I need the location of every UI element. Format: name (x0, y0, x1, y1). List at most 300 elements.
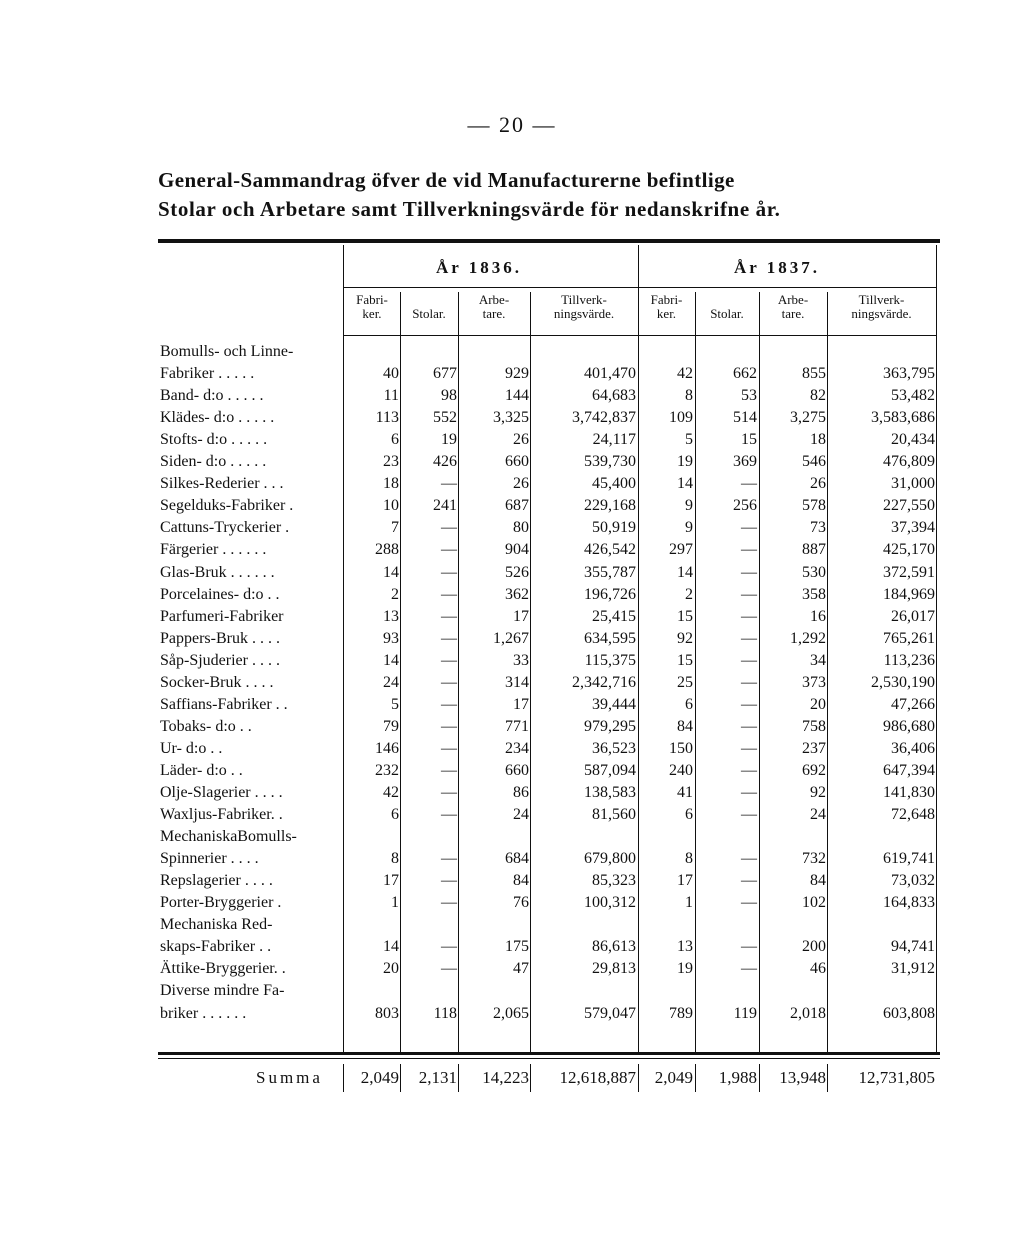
cell-tillverk-1837: 47,266 (891, 695, 935, 713)
cell-fabriker-1836: 113 (375, 409, 399, 427)
cell-stolar-1837: — (741, 938, 757, 956)
cell-tillverk-1837: 372,591 (883, 563, 935, 581)
cell-arbetare-1836: 26 (513, 475, 529, 493)
cell-arbetare-1836: 17 (513, 607, 529, 625)
cell-arbetare-1837: 732 (802, 850, 826, 868)
header-underline (343, 335, 937, 336)
cell-tillverk-1836: 229,168 (584, 497, 636, 515)
cell-arbetare-1836: 314 (505, 673, 529, 691)
cell-tillverk-1836: 85,323 (592, 872, 636, 890)
cell-fabriker-1837: 42 (677, 365, 693, 383)
cell-tillverk-1837: 37,394 (891, 519, 935, 537)
cell-arbetare-1836: 771 (505, 717, 529, 735)
header-tillverk-1836: Tillverk- ningsvärde. (553, 292, 615, 321)
row-label: Stofts- d:o . . . . . (160, 431, 268, 449)
table-row (0, 694, 1024, 716)
cell-arbetare-1837: 73 (810, 519, 826, 537)
cell-tillverk-1837: 476,809 (883, 453, 935, 471)
row-label: Mechaniska Red- (160, 916, 273, 934)
cell-arbetare-1836: 526 (505, 563, 529, 581)
cell-fabriker-1836: 2 (391, 585, 399, 603)
table-row (0, 495, 1024, 517)
cell-fabriker-1837: 5 (685, 431, 693, 449)
cell-fabriker-1836: 1 (391, 894, 399, 912)
cell-fabriker-1837: 297 (669, 541, 693, 559)
cell-stolar-1836: 19 (441, 431, 457, 449)
table-row (0, 341, 1024, 363)
table-row (0, 584, 1024, 606)
year-1836-header: År 1836. (436, 258, 523, 277)
cell-arbetare-1837: 46 (810, 960, 826, 978)
cell-stolar-1836: — (441, 563, 457, 581)
table-row (0, 760, 1024, 782)
cell-fabriker-1836: 24 (383, 673, 399, 691)
cell-stolar-1836: 98 (441, 387, 457, 405)
cell-stolar-1836: — (441, 475, 457, 493)
cell-arbetare-1836: 47 (513, 960, 529, 978)
cell-stolar-1837: — (741, 739, 757, 757)
row-label: Läder- d:o . . (160, 761, 243, 779)
cell-arbetare-1836: 1,267 (493, 629, 529, 647)
table-row (0, 980, 1024, 1002)
cell-tillverk-1837: 72,648 (891, 806, 935, 824)
cell-tillverk-1836: 100,312 (584, 894, 636, 912)
cell-arbetare-1837: 546 (802, 453, 826, 471)
row-label: Klädes- d:o . . . . . (160, 409, 275, 427)
cell-fabriker-1836: 93 (383, 629, 399, 647)
table-row (0, 672, 1024, 694)
summa-arbetare-1836: 14,223 (482, 1068, 529, 1087)
cell-stolar-1837: — (741, 629, 757, 647)
row-label: Diverse mindre Fa- (160, 982, 285, 1000)
cell-stolar-1836: — (441, 784, 457, 801)
cell-tillverk-1837: 20,434 (891, 431, 935, 449)
cell-fabriker-1837: 789 (669, 1004, 693, 1022)
cell-tillverk-1836: 86,613 (592, 938, 636, 956)
cell-arbetare-1837: 102 (802, 894, 826, 912)
cell-stolar-1836: — (441, 806, 457, 824)
cell-tillverk-1836: 24,117 (592, 431, 636, 449)
cell-tillverk-1836: 2,342,716 (572, 673, 636, 691)
table-row (0, 429, 1024, 451)
header-arbetare-1836: Arbe- tare. (478, 292, 510, 321)
cell-arbetare-1836: 17 (513, 695, 529, 713)
cell-tillverk-1837: 227,550 (883, 497, 935, 515)
cell-arbetare-1837: 237 (802, 739, 826, 757)
cell-arbetare-1836: 234 (505, 739, 529, 757)
cell-tillverk-1837: 31,000 (891, 475, 935, 493)
summa-fabriker-1836: 2,049 (360, 1068, 399, 1087)
cell-fabriker-1836: 40 (383, 365, 399, 383)
cell-fabriker-1837: 1 (685, 894, 693, 912)
cell-tillverk-1836: 579,047 (584, 1004, 636, 1022)
cell-arbetare-1836: 76 (513, 894, 529, 912)
cell-arbetare-1836: 144 (505, 387, 529, 405)
cell-stolar-1836: — (441, 960, 457, 978)
cell-tillverk-1836: 81,560 (592, 806, 636, 824)
summa-fabriker-1837: 2,049 (654, 1068, 693, 1087)
cell-arbetare-1837: 84 (810, 872, 826, 890)
cell-tillverk-1837: 113,236 (883, 651, 935, 669)
cell-tillverk-1837: 765,261 (883, 629, 935, 647)
cell-stolar-1837: — (741, 695, 757, 713)
bottom-rule-thin (158, 1058, 940, 1059)
cell-fabriker-1837: 109 (669, 409, 693, 427)
summa-tillverk-1837: 12,731,805 (858, 1068, 935, 1087)
cell-fabriker-1836: 6 (391, 431, 399, 449)
cell-tillverk-1837: 425,170 (883, 541, 935, 559)
cell-stolar-1837: — (741, 717, 757, 735)
cell-tillverk-1836: 115,375 (584, 651, 636, 669)
cell-arbetare-1837: 358 (802, 585, 826, 603)
cell-stolar-1837: 15 (741, 431, 757, 449)
table-row (0, 451, 1024, 473)
cell-arbetare-1837: 92 (810, 784, 826, 801)
summa-row (0, 1066, 1024, 1090)
cell-fabriker-1837: 6 (685, 806, 693, 824)
page-title-line-2: Stolar och Arbetare samt Tillverkningsvärde för nedanskrifne år. (158, 197, 781, 221)
cell-arbetare-1836: 904 (505, 541, 529, 559)
cell-fabriker-1837: 240 (669, 761, 693, 779)
cell-tillverk-1837: 647,394 (883, 761, 935, 779)
table-row (0, 473, 1024, 495)
cell-fabriker-1837: 8 (685, 387, 693, 405)
cell-arbetare-1837: 16 (810, 607, 826, 625)
cell-stolar-1836: — (441, 761, 457, 779)
cell-stolar-1837: — (741, 607, 757, 625)
cell-stolar-1837: 53 (741, 387, 757, 405)
cell-arbetare-1836: 684 (505, 850, 529, 868)
cell-tillverk-1837: 31,912 (891, 960, 935, 978)
row-label: Siden- d:o . . . . . (160, 453, 267, 471)
cell-fabriker-1836: 79 (383, 717, 399, 735)
cell-stolar-1836: — (441, 607, 457, 625)
cell-fabriker-1837: 15 (677, 607, 693, 625)
row-label: Silkes-Rederier . . . (160, 475, 284, 493)
cell-arbetare-1837: 373 (802, 673, 826, 691)
row-label: Segelduks-Fabriker . (160, 497, 294, 515)
summa-stolar-1837: 1,988 (718, 1068, 757, 1087)
cell-stolar-1837: — (741, 761, 757, 779)
cell-arbetare-1836: 3,325 (493, 409, 529, 427)
cell-arbetare-1837: 692 (802, 761, 826, 779)
row-label: Parfumeri-Fabriker (160, 607, 284, 625)
cell-stolar-1837: — (741, 519, 757, 537)
table-row (0, 1003, 1024, 1025)
cell-arbetare-1837: 18 (810, 431, 826, 449)
cell-stolar-1836: — (441, 541, 457, 559)
cell-stolar-1836: — (441, 850, 457, 868)
cell-tillverk-1836: 138,583 (584, 784, 636, 801)
cell-fabriker-1836: 10 (383, 497, 399, 515)
cell-arbetare-1837: 26 (810, 475, 826, 493)
cell-stolar-1837: — (741, 563, 757, 581)
table-row (0, 804, 1024, 826)
cell-fabriker-1837: 84 (677, 717, 693, 735)
table-row (0, 650, 1024, 672)
table-row (0, 914, 1024, 936)
row-label: Waxljus-Fabriker. . (160, 806, 283, 824)
cell-stolar-1836: 552 (433, 409, 457, 427)
cell-arbetare-1836: 84 (513, 872, 529, 890)
table-row (0, 936, 1024, 958)
cell-fabriker-1836: 288 (375, 541, 399, 559)
cell-fabriker-1836: 146 (375, 739, 399, 757)
cell-stolar-1836: 118 (433, 1004, 457, 1022)
row-label: Ur- d:o . . (160, 739, 223, 757)
summa-arbetare-1837: 13,948 (779, 1068, 826, 1087)
cell-tillverk-1836: 634,595 (584, 629, 636, 647)
cell-tillverk-1836: 39,444 (592, 695, 636, 713)
cell-stolar-1837: — (741, 960, 757, 978)
row-label: Band- d:o . . . . . (160, 387, 264, 405)
cell-fabriker-1837: 41 (677, 784, 693, 801)
row-label: briker . . . . . . (160, 1004, 247, 1022)
row-label: Saffians-Fabriker . . (160, 695, 288, 713)
row-label: skaps-Fabriker . . (160, 938, 272, 956)
cell-arbetare-1836: 86 (513, 784, 529, 801)
cell-fabriker-1837: 92 (677, 629, 693, 647)
cell-fabriker-1837: 13 (677, 938, 693, 956)
cell-tillverk-1837: 3,583,686 (871, 409, 935, 427)
cell-stolar-1836: 677 (433, 365, 457, 383)
cell-stolar-1836: — (441, 519, 457, 537)
cell-tillverk-1837: 603,808 (883, 1004, 935, 1022)
cell-stolar-1837: — (741, 651, 757, 669)
cell-arbetare-1837: 82 (810, 387, 826, 405)
cell-arbetare-1836: 80 (513, 519, 529, 537)
summa-stolar-1836: 2,131 (418, 1068, 457, 1087)
cell-stolar-1837: — (741, 585, 757, 603)
cell-fabriker-1836: 6 (391, 806, 399, 824)
cell-stolar-1837: — (741, 784, 757, 801)
row-label: Bomulls- och Linne- (160, 343, 294, 360)
cell-stolar-1836: — (441, 585, 457, 603)
summa-label: Summa (256, 1068, 323, 1087)
cell-arbetare-1836: 2,065 (493, 1004, 529, 1022)
header-fabriker-1836: Fabri- ker. (356, 292, 388, 321)
cell-stolar-1836: 241 (433, 497, 457, 515)
cell-tillverk-1837: 141,830 (883, 784, 935, 801)
cell-fabriker-1836: 7 (391, 519, 399, 537)
cell-stolar-1836: — (441, 894, 457, 912)
cell-fabriker-1836: 18 (383, 475, 399, 493)
cell-fabriker-1837: 2 (685, 585, 693, 603)
table-row (0, 539, 1024, 561)
cell-stolar-1837: — (741, 475, 757, 493)
row-label: Spinnerier . . . . (160, 850, 259, 868)
row-label: Glas-Bruk . . . . . . (160, 563, 275, 581)
cell-arbetare-1837: 887 (802, 541, 826, 559)
table-row (0, 870, 1024, 892)
header-tillverk-1837: Tillverk- ningsvärde. (851, 292, 912, 321)
cell-arbetare-1836: 687 (505, 497, 529, 515)
table-row (0, 562, 1024, 584)
cell-tillverk-1837: 164,833 (883, 894, 935, 912)
cell-arbetare-1837: 578 (802, 497, 826, 515)
summa-tillverk-1836: 12,618,887 (559, 1068, 636, 1087)
cell-tillverk-1837: 36,406 (891, 739, 935, 757)
cell-fabriker-1836: 14 (383, 651, 399, 669)
cell-fabriker-1837: 17 (677, 872, 693, 890)
cell-stolar-1836: — (441, 651, 457, 669)
cell-arbetare-1836: 26 (513, 431, 529, 449)
cell-tillverk-1836: 587,094 (584, 761, 636, 779)
cell-stolar-1837: — (741, 806, 757, 824)
table-row (0, 892, 1024, 914)
cell-tillverk-1837: 53,482 (891, 387, 935, 405)
cell-arbetare-1837: 24 (810, 806, 826, 824)
cell-arbetare-1837: 1,292 (790, 629, 826, 647)
table-row (0, 958, 1024, 980)
row-label: MechaniskaBomulls- (160, 828, 297, 846)
table-row (0, 407, 1024, 429)
cell-fabriker-1837: 19 (677, 453, 693, 471)
table-row (0, 716, 1024, 738)
cell-fabriker-1837: 8 (685, 850, 693, 868)
cell-stolar-1836: 426 (433, 453, 457, 471)
row-label: Socker-Bruk . . . . (160, 673, 274, 691)
cell-stolar-1836: — (441, 938, 457, 956)
cell-fabriker-1837: 150 (669, 739, 693, 757)
cell-fabriker-1837: 15 (677, 651, 693, 669)
cell-arbetare-1837: 200 (802, 938, 826, 956)
cell-arbetare-1837: 3,275 (790, 409, 826, 427)
cell-arbetare-1837: 855 (802, 365, 826, 383)
cell-fabriker-1836: 232 (375, 761, 399, 779)
cell-stolar-1836: — (441, 872, 457, 890)
table-row (0, 517, 1024, 539)
cell-fabriker-1836: 13 (383, 607, 399, 625)
cell-tillverk-1836: 50,919 (592, 519, 636, 537)
top-rule (158, 239, 940, 243)
bottom-rule-thick (158, 1052, 940, 1055)
cell-tillverk-1837: 363,795 (883, 365, 935, 383)
cell-tillverk-1837: 94,741 (891, 938, 935, 956)
cell-arbetare-1836: 660 (505, 761, 529, 779)
cell-stolar-1837: — (741, 894, 757, 912)
cell-fabriker-1837: 6 (685, 695, 693, 713)
page-number: — 20 — (467, 112, 557, 137)
cell-tillverk-1836: 355,787 (584, 563, 636, 581)
row-label: Cattuns-Tryckerier . (160, 519, 290, 537)
cell-stolar-1837: — (741, 850, 757, 868)
row-label: Såp-Sjuderier . . . . (160, 651, 280, 669)
header-stolar-1837: Stolar. (710, 306, 744, 321)
table-row (0, 826, 1024, 848)
cell-fabriker-1837: 14 (677, 475, 693, 493)
cell-tillverk-1836: 539,730 (584, 453, 636, 471)
page-title-line-1: General-Sammandrag öfver de vid Manufacturerne befintlige (158, 168, 735, 192)
cell-tillverk-1836: 29,813 (592, 960, 636, 978)
cell-stolar-1836: — (441, 673, 457, 691)
cell-tillverk-1837: 184,969 (883, 585, 935, 603)
year-underline (343, 287, 937, 288)
cell-tillverk-1837: 619,741 (883, 850, 935, 868)
cell-fabriker-1836: 803 (375, 1004, 399, 1022)
table-row (0, 363, 1024, 385)
cell-fabriker-1836: 8 (391, 850, 399, 868)
cell-fabriker-1837: 9 (685, 519, 693, 537)
year-1837-header: År 1837. (734, 258, 821, 277)
cell-arbetare-1836: 175 (505, 938, 529, 956)
cell-arbetare-1836: 33 (513, 651, 529, 669)
row-label: Porter-Bryggerier . (160, 894, 282, 912)
table-row (0, 782, 1024, 804)
cell-stolar-1837: 662 (733, 365, 757, 383)
cell-stolar-1837: 514 (733, 409, 757, 427)
row-label: Tobaks- d:o . . (160, 717, 252, 735)
table-row (0, 385, 1024, 407)
row-label: Pappers-Bruk . . . . (160, 629, 280, 647)
cell-fabriker-1836: 5 (391, 695, 399, 713)
cell-tillverk-1836: 426,542 (584, 541, 636, 559)
cell-stolar-1836: — (441, 695, 457, 713)
cell-tillverk-1837: 2,530,190 (871, 673, 935, 691)
row-label: Fabriker . . . . . (160, 365, 255, 383)
cell-fabriker-1836: 11 (383, 387, 399, 405)
row-label: Ättike-Bryggerier. . (160, 960, 286, 978)
cell-arbetare-1836: 929 (505, 365, 529, 383)
cell-fabriker-1836: 14 (383, 938, 399, 956)
cell-fabriker-1836: 14 (383, 563, 399, 581)
cell-arbetare-1836: 24 (513, 806, 529, 824)
cell-stolar-1837: 256 (733, 497, 757, 515)
cell-stolar-1836: — (441, 629, 457, 647)
cell-tillverk-1836: 679,800 (584, 850, 636, 868)
cell-tillverk-1837: 986,680 (883, 717, 935, 735)
cell-tillverk-1836: 979,295 (584, 717, 636, 735)
cell-fabriker-1836: 17 (383, 872, 399, 890)
cell-tillverk-1836: 196,726 (584, 585, 636, 603)
cell-arbetare-1836: 362 (505, 585, 529, 603)
cell-arbetare-1837: 2,018 (790, 1004, 826, 1022)
cell-tillverk-1836: 45,400 (592, 475, 636, 493)
row-label: Porcelaines- d:o . . (160, 585, 280, 603)
cell-tillverk-1836: 25,415 (592, 607, 636, 625)
cell-fabriker-1837: 14 (677, 563, 693, 581)
row-label: Olje-Slagerier . . . . (160, 784, 283, 801)
cell-fabriker-1837: 19 (677, 960, 693, 978)
cell-fabriker-1837: 9 (685, 497, 693, 515)
cell-fabriker-1836: 20 (383, 960, 399, 978)
cell-fabriker-1836: 42 (383, 784, 399, 801)
cell-tillverk-1836: 36,523 (592, 739, 636, 757)
cell-stolar-1836: — (441, 739, 457, 757)
cell-arbetare-1837: 34 (810, 651, 826, 669)
cell-stolar-1836: — (441, 717, 457, 735)
row-label: Repslagerier . . . . (160, 872, 273, 890)
header-fabriker-1837: Fabri- ker. (650, 292, 683, 321)
cell-stolar-1837: — (741, 872, 757, 890)
header-stolar-1836: Stolar. (412, 306, 446, 321)
cell-tillverk-1836: 3,742,837 (572, 409, 636, 427)
cell-tillverk-1836: 64,683 (592, 387, 636, 405)
cell-arbetare-1837: 758 (802, 717, 826, 735)
cell-stolar-1837: 119 (733, 1004, 757, 1022)
table-row (0, 738, 1024, 760)
cell-stolar-1837: 369 (733, 453, 757, 471)
cell-arbetare-1837: 530 (802, 563, 826, 581)
cell-fabriker-1836: 23 (383, 453, 399, 471)
cell-arbetare-1837: 20 (810, 695, 826, 713)
cell-arbetare-1836: 660 (505, 453, 529, 471)
table-row (0, 628, 1024, 650)
cell-stolar-1837: — (741, 541, 757, 559)
cell-tillverk-1836: 401,470 (584, 365, 636, 383)
header-arbetare-1837: Arbe- tare. (777, 292, 809, 321)
cell-fabriker-1837: 25 (677, 673, 693, 691)
